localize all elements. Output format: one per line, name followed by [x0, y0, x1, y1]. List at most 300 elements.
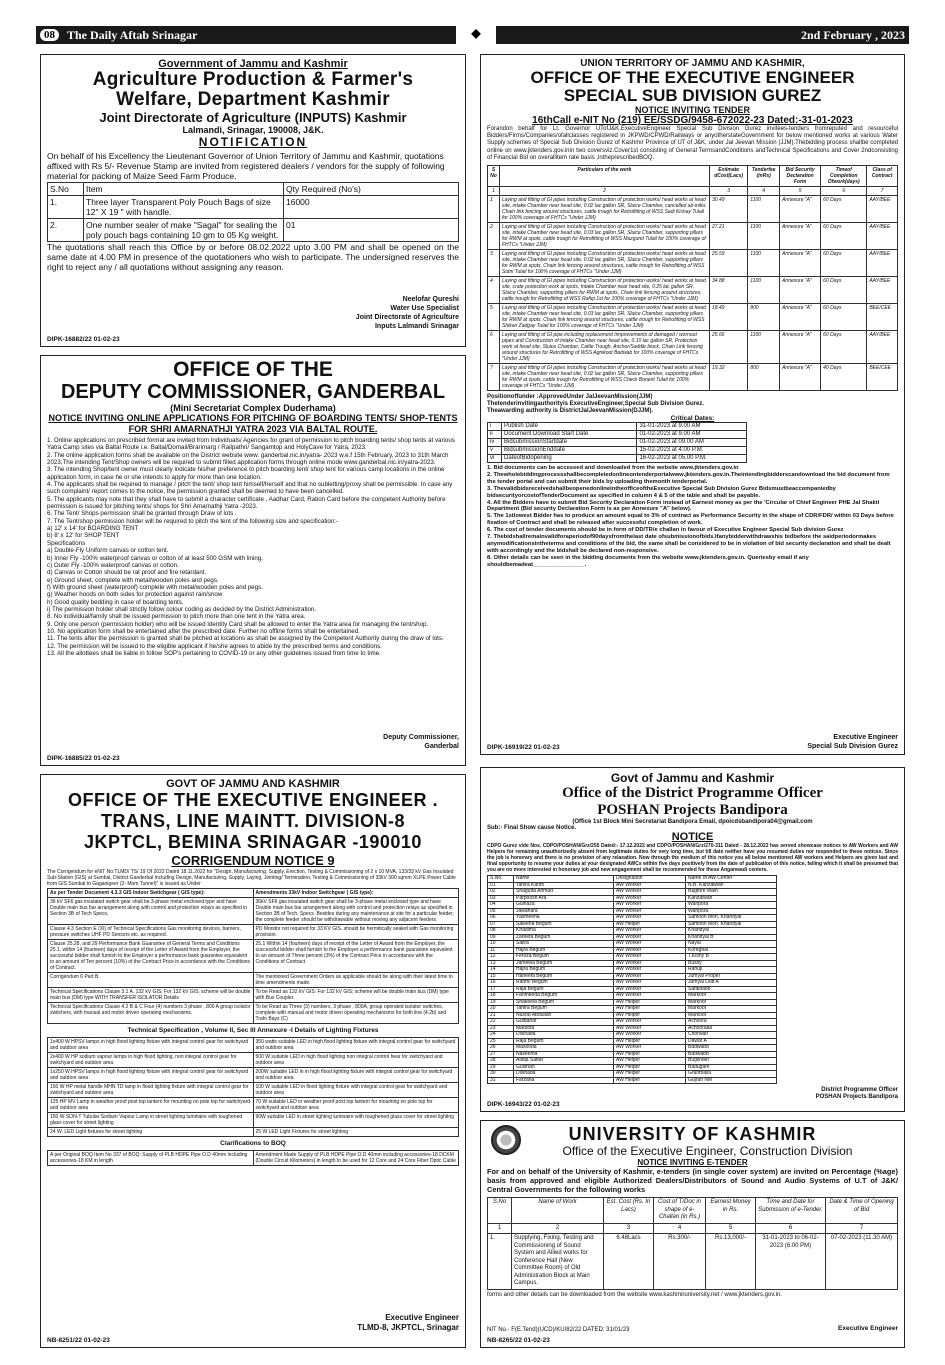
issue-date: 2nd February , 2023: [800, 27, 905, 42]
cell: Badwabb: [686, 1045, 777, 1052]
cell: Samoon Moh. Khandyal: [686, 921, 777, 928]
ad1-th-qty: Qty Required (No's): [284, 183, 459, 196]
cell: 02: [488, 889, 514, 896]
table-row: [48, 1038, 459, 1053]
table-row: [48, 973, 459, 988]
cell: Feroza Begum: [514, 954, 614, 961]
cell: Annexure "A": [780, 364, 821, 391]
cell: BEE/CEE: [867, 304, 898, 331]
cell: Technical Specifications Clause 3.1 A. 132 kV GIS; For 132 kV GIS, scheme will be double main bus (DM) type WITH TRANSFER ISOLATOR Details: [48, 988, 254, 1003]
cell: AW Worker: [614, 934, 686, 941]
table-row: [488, 455, 747, 463]
cell: T.Kishy B: [686, 954, 777, 961]
cell: AW Worker: [614, 960, 686, 967]
cell: The mentioned Government Orders as applicable should be along with their latest time to time amendments made.: [253, 973, 459, 988]
list-item: b) Inner Fly -100% waterproof canvas or cotton of at least 500 GSM with lining.: [47, 554, 263, 562]
th-num: 5: [706, 1223, 756, 1234]
list-item: 10. No application form shall be entertained after the prescribed date. Further no offline forms shall be entertained.: [47, 627, 360, 635]
list-item: 5. The 1stlowest Bidder has to produce an amount equal to 3% of contract as Performance Security in the shape of CDR/FDR/ within 03 Days before fixation of Contract and shall be released after successful completion of work.: [487, 513, 894, 527]
ad3-signature: [357, 1313, 459, 1333]
sig-line: District Programme Officer: [821, 1087, 898, 1093]
th-num: 4: [654, 1223, 706, 1234]
ad3-col2-header: Amendments 33kV Indoor Switchgear ( GIS type):: [253, 889, 459, 898]
table-row: [48, 1003, 459, 1024]
ad3-tech-heading: Technical Specification , Volume II, Sec III Annexure -I Details of Lighting Fixtures: [127, 1027, 379, 1034]
ad4-works-table: [487, 165, 898, 391]
cell: Jawahara: [514, 908, 614, 915]
cell: 24: [488, 1032, 514, 1039]
sig-line: Water Use Specialist: [390, 305, 459, 312]
cell: 60 Days: [821, 196, 867, 223]
ad5-intro: CDPO Gurez vide Nos. CDPO/POSHAN/Grz/255 Dated:- 17.12.2022 and CDPO/POSHAN/Grz/270-311 Dated - 28.12.2022 has served showcase notices to AW Workers and AW Helpers for remaining unauthorizedly absent from legitimate duties for very long time, but till date neither have you resumed duties nor responded to these notices. Since the job is honorary and there is no provision of any relaxation. Now through the medium of this notice you all below mentioned AW workers and Helpers are given last and final opportunity to resume your duties at your designated AWCs within five days positively from the date of publication of this notice, failing which it shall be presumed that you are no more interested in honorary job and new engagement shall be recommended for these Anganwadi centers.: [487, 843, 898, 873]
th-num: 1: [488, 187, 500, 196]
table-row: [488, 447, 747, 455]
cell: Parpoosh Ara: [514, 895, 614, 902]
cell: 31-01-2023 to 06-02-2023 (6.00 PM): [756, 1234, 826, 1290]
th: Name of AW Center: [686, 876, 777, 883]
cell: Chorwan: [686, 1032, 777, 1039]
list-item: 3. The intending Shop/tent owner must clearly indicate his/her preference to pitch boarding tent/ shop tent for various camp locations in the online application form, in case he or she intends to apply for more than one location.: [47, 466, 445, 481]
table-row: [488, 196, 898, 223]
cell: AW Helper: [614, 1012, 686, 1019]
table-row: [488, 331, 898, 364]
cell: Masooda: [514, 1045, 614, 1052]
table-row: [488, 223, 898, 250]
cell: 12: [488, 954, 514, 961]
cell: Grantnalla: [686, 1071, 777, 1078]
paper-name: The Daily Aftab Srinagar: [67, 27, 198, 42]
ad3-nb: NB-8251/22 01-02-23: [47, 1337, 110, 1344]
table-row: [48, 1098, 459, 1113]
cell: 34.88: [710, 277, 748, 304]
cell: Shakeela Begum: [514, 999, 614, 1006]
cell: Wanpora: [686, 902, 777, 909]
cell: 200W suitable LED in in high flood lighting fixture with integral control gear for switchyard and outdoor area: [253, 1068, 459, 1083]
cell: 03: [488, 895, 514, 902]
th-num: 7: [826, 1223, 898, 1234]
cell: Farzana: [514, 1077, 614, 1084]
cell: BidsubmissionStartdate: [502, 439, 637, 447]
cell: A per Original BOQ Item No 337 of BOQ: Supply of PLB HDPE Pipe O.D 40mm including accessories-18 KM in length: [48, 1151, 254, 1166]
sig-line: Inputs Lalmandi Srinagar: [374, 323, 459, 330]
ad4-title1: OFFICE OF THE EXECUTIVE ENGINEER: [530, 68, 855, 87]
cell: AW Helper: [614, 1064, 686, 1071]
cell: Amendment Made Supply of PLB HDPE Pipe O.D 40mm including accessories-18 DCKM (Double Circuit Kilometers) in length to be used for 12 Core and 24 Core Fiber Optic Cable: [253, 1151, 459, 1166]
table-row: [488, 364, 898, 391]
cell: 01-02-2023 at 9.00 AM: [637, 431, 747, 439]
cell: AW Helper: [614, 1077, 686, 1084]
cell: One number sealer of make "Sagal" for sealing the poly pouch bags containing 10 gm to 05 Kg weight.: [84, 219, 284, 242]
cell: PD Monitor not required for 33 KV GIS. should be hermitically sealed with Gas monitoring provision.: [253, 925, 459, 940]
list-item: a) 12' x 14' for BOARDING TENT: [47, 525, 139, 533]
ad2-items: [47, 437, 459, 657]
list-item: 4. The applicants shall be required to manage / pitch the tent/ shop tent himself/herself and that no subletting/proxy shall be permissible. In case any such complaint/ report comes to the notice, the permission granted shall be deemed to have been cancelled.: [47, 481, 453, 496]
cell: AW Helper: [614, 1038, 686, 1045]
cell: Laying and fitting of GI pipes including Construction of protection works/ head works at head site, intake Chamber near head site, 0.02 lac gallon SR, Sluice Chamber, cancelled ab-initio. Chain link fencing around structures, cattle trough for Retrofitting of WSS Sadi Kishay Tulail for 100% coverage of FHTCs "Under JJM): [500, 196, 710, 223]
cell: 1.: [488, 1234, 512, 1290]
cell: 18: [488, 993, 514, 1000]
cell: 36 kV SF6 gas insulated switch gear shall be 3-phase metal enclosed type and have Double main bus bar arrangement along with control and protection relays as specified in Section 3B of Tech Specs,: [48, 898, 254, 925]
cell: 07-02-2023 (11.30 AM): [826, 1234, 898, 1290]
cell: Badwabb: [686, 1051, 777, 1058]
cell: Naseema: [514, 1051, 614, 1058]
cell: 500 W suitable LED in high flood lighting non integral control hear for switchyard and outdoor area: [253, 1053, 459, 1068]
cell: Koregbal: [686, 947, 777, 954]
poshan-notice-ad: [480, 767, 905, 1112]
ad2-title1: OFFICE OF THE: [173, 358, 333, 381]
ad4-tenderer: Thetenderinvitingauthorityis ExecutiveEngineer,Special Sub Division Gurez.: [487, 401, 705, 408]
cell: Jameela Begum: [514, 960, 614, 967]
ad1-table: [47, 182, 459, 242]
cell: 08: [488, 928, 514, 935]
ad1-title1: Agriculture Production & Farmer's: [92, 69, 414, 90]
cell: 350 watts suitable LED in high flood lighting fixture with integral control gear for switchyard and outdoor area: [253, 1038, 459, 1053]
cell: BidsubmissionEnddate: [502, 447, 637, 455]
table-row: [48, 898, 459, 925]
ad4-position: Positionoffunder :ApprovedUnder JalJeevanMission(JJM): [487, 394, 653, 401]
cell: 1100: [748, 331, 780, 364]
th: Earnest Money in Rs.: [706, 1198, 756, 1224]
ad5-dipk: DIPK-16943/22 01-02-23: [487, 1101, 560, 1108]
list-item: g) Weather hoods on both sides for protection against rain/snow: [47, 591, 223, 599]
cell: 14: [488, 967, 514, 974]
kashmir-university-tender-ad: [480, 1120, 905, 1348]
cell: Buglinder: [686, 1058, 777, 1065]
cell: 16: [488, 980, 514, 987]
cell: 2: [488, 223, 500, 250]
cell: N.B. Kanzalwan: [686, 882, 777, 889]
cell: Gulnaza: [514, 902, 614, 909]
cell: Jumyal Proper: [686, 973, 777, 980]
ad3-boq-table: [47, 1150, 459, 1166]
cell: Annexure "A": [780, 250, 821, 277]
sig-line: Executive Engineer: [833, 734, 898, 741]
th: Estimate dCost(Lacs): [710, 166, 748, 187]
cell: Shagufta Ahmad: [514, 889, 614, 896]
cell: AW Helper: [614, 1051, 686, 1058]
cell: AW Worker: [614, 967, 686, 974]
cell: Zareefa Begum: [514, 934, 614, 941]
cell: Laying and fitting of GI pipes including Construction of protection works/ head works at head site, crate protection work at spots, Intake Chamber near head site, 0.25 lac gallon SR, Sluice Chamber, supporting pillars for RWM at spots, Chain link fencing around structures, cattle trough for Retrofitting of WSS Rafiqi 1st for 100% coverage of FHTCs "Under JJM): [500, 277, 710, 304]
sig-line: Special Sub Division Gurez: [807, 743, 898, 750]
cell: Publish Date: [502, 423, 637, 431]
cell: Wanpora: [686, 908, 777, 915]
th-num: 5: [780, 187, 821, 196]
table-row: [48, 988, 459, 1003]
ad3-intro: The Corrigendum for eNIT No:TLMD/ TS/ 19 Of 2022 Dated 18.11.2022 for "Design, Manufacturing, Supply, Erection, Testing & Commissioning of 2 x 10 MVA, 133/33 kV Gas Insulated Sub-Station (GIS) at Sumbal, District Ganderbal Including Design, Manufacturing, Supply, Laying, Jointing/ Termination, Testing & Commissioning of 33kV 300 sqmm XLPE Power Cable from GIS Sumbal to Gaganigeer (2- Mom Tunnel)" is issued as Under: [47, 869, 456, 887]
th: Name: [514, 876, 614, 883]
cell: 31: [488, 1077, 514, 1084]
cell: Supplying, Fixing, Testing and Commissioning of Sound System and Allied works for Conference Hall (New Committee Room) of Old Administration Block at Main Campus.: [512, 1234, 604, 1290]
cell: 23: [488, 1025, 514, 1032]
cell: 40 Days: [821, 364, 867, 391]
list-item: b) 8' x 12' for SHOP TENT: [47, 532, 120, 540]
cell: Nayal: [686, 941, 777, 948]
cell: 19: [488, 999, 514, 1006]
table-row: [48, 1151, 459, 1166]
ad3-govt: GOVT OF JAMMU AND KASHMIR: [166, 778, 340, 790]
cell: 150 W SON-T Tubular Sodium Vapour Lamp in street lighting luminaire with toughened glass cover for street lighting: [48, 1113, 254, 1128]
cell: 25 W LED Light Fixtures for street lighting: [253, 1128, 459, 1137]
cell: Corrigendum 6 Part B.: [48, 973, 254, 988]
ad1-th-item: Item: [84, 183, 284, 196]
cell: 16000: [284, 196, 459, 219]
cell: 60 Days: [821, 277, 867, 304]
th-num: 3: [604, 1223, 654, 1234]
cell: 20: [488, 1006, 514, 1013]
list-item: e) Ground sheet, complete with metal/wooden poles and pegs.: [47, 576, 219, 584]
cell: AAY/BEE: [867, 331, 898, 364]
cell: Annexure "A": [780, 277, 821, 304]
cell: 4: [488, 277, 500, 304]
cell: AW Worker: [614, 1025, 686, 1032]
cell: 11: [488, 947, 514, 954]
cell: AAY/BEE: [867, 223, 898, 250]
cell: AW Helper: [614, 921, 686, 928]
ad2-signature: [383, 733, 459, 751]
cell: AW Helper: [614, 999, 686, 1006]
cell: AW Worker: [614, 895, 686, 902]
list-item: f) With ground sheet (waterproof) complete with metal/wooden poles and pegs.: [47, 583, 263, 591]
cell: Safaidabb: [686, 986, 777, 993]
cell: 16-02-2023 at 05.00 P.M.: [637, 455, 747, 463]
cell: AW Worker: [614, 1032, 686, 1039]
sig-line: Joint Directorate of Agriculture: [355, 314, 459, 321]
cell: Haneefa Begum: [514, 973, 614, 980]
table-row: [488, 423, 747, 431]
table-row: [48, 1113, 459, 1128]
list-item: Specifications: [47, 539, 86, 547]
cell: AW Worker: [614, 908, 686, 915]
cell: AW Worker: [614, 941, 686, 948]
cell: AAY/BEE: [867, 196, 898, 223]
table-row: [48, 196, 459, 219]
table-row: [48, 1128, 459, 1137]
ad5-address: (Office 1st Block Mini Secretariat Bandipora Email, dpoicdsbandipora04@gmail.com: [572, 819, 813, 825]
th: Est. Cost (Rs. In Lacs): [604, 1198, 654, 1224]
ad1-signature: [356, 295, 459, 331]
table-row: [488, 250, 898, 277]
cell: Document Download Start Date: [502, 431, 637, 439]
cell: Annexure "A": [780, 304, 821, 331]
ad4-govt: UNION TERRITORY OF JAMMU AND KASHMIR,: [580, 58, 805, 69]
cell: 25.66: [710, 331, 748, 364]
cell: 15: [488, 973, 514, 980]
cell: Gujran NM: [686, 1077, 777, 1084]
table-row: [488, 1234, 898, 1290]
ad5-govt: Govt of Jammu and Kashmir: [610, 771, 775, 785]
cell: Laying and fitting of GI pipe including replacement /improvements of damaged / wornout pipes and Construction of Intake Chamber near head site, 0.10 lac gallon SR, Protection work at head site, Sluice Chamber, Cattle Trough, Anchor/Saddle block, Chain Link fencing around structures for Retrofitting of WSS Agnikoot Badwab for 100% coverage of FHTCs "Under JJM): [500, 331, 710, 364]
sig-line: Executive Engineer: [385, 1313, 459, 1322]
th: S.No.: [488, 876, 514, 883]
th-num: 6: [756, 1223, 826, 1234]
list-item: 6. The cost of tender documents should be in form of DD/TR/e challan in favour of Executive Engineer Special Sub division Gurez: [487, 527, 844, 534]
ad4-awarder: Theawarding authority is DistrictJalJeevanMission(DJJM).: [487, 408, 654, 415]
list-item: a) Double-Fly Uniform canvas or cotton tent.: [47, 547, 169, 555]
ad2-dipk: DIPK-16885/22 01-02-23: [47, 755, 120, 762]
table-row: [488, 439, 747, 447]
ad6-nb: NB-8265/22 01-02-23: [487, 1337, 550, 1344]
ad6-forms: forms and other details can be downloaded from the website www.kashmiruniversity.net / www.jktenders.gov.in.: [487, 1291, 782, 1298]
cell: 36kV SF6 gas insulated switch gear shall be 3-phase metal enclosed type and have Double main bus bar arrangement along with control and protection relays as specified in Section 3B of Tech. Specs. Besides during any maintenance at site for a particular feeder, the complete feeder should be withdrawable without moving any adjacent feeders.: [253, 898, 459, 925]
cell: AW Worker: [614, 889, 686, 896]
ad1-title3: Joint Directorate of Agriculture (INPUTS) Kashmir: [99, 110, 407, 125]
ad1-govt: Government of Jammu and Kashmir: [158, 58, 348, 70]
sig-line: Deputy Commissioner,: [383, 734, 459, 741]
cell: 27: [488, 1051, 514, 1058]
th: Date & Time of Opening of Bid: [826, 1198, 898, 1224]
cell: Saleena Begum: [514, 921, 614, 928]
cell: 1100: [748, 277, 780, 304]
cell: Three layer Transparent Poly Pouch Bags of size 12" X 19 " with handle.: [84, 196, 284, 219]
list-item: h) Good quality bedding in case of boarding tents.: [47, 598, 184, 606]
cell: 800: [748, 304, 780, 331]
cell: 24 W: LED Light fixtures for street lighting: [48, 1128, 254, 1137]
cell: Achooraaa: [686, 1025, 777, 1032]
cell: To be Read as 132 kV GIS: For 132 kV GIS; scheme will be double main bus (DM) type with Bus Coupler.: [253, 988, 459, 1003]
table-row: [48, 1053, 459, 1068]
ad4-signature: [807, 733, 898, 751]
cell: AW Worker: [614, 915, 686, 922]
cell: v: [488, 447, 502, 455]
cell: Badugam: [686, 1064, 777, 1071]
cell: 05: [488, 908, 514, 915]
cell: Markoot: [686, 993, 777, 1000]
cell: Raja Begum: [514, 1038, 614, 1045]
cell: 15-02-2023 at 4:00 P.M.: [637, 447, 747, 455]
th: Class of Contract: [867, 166, 898, 187]
cell: Annexure "A": [780, 331, 821, 364]
cell: 26: [488, 1045, 514, 1052]
table-row: [48, 1068, 459, 1083]
sig-line: POSHAN Projects Bandipora: [815, 1094, 898, 1100]
th-num: 7: [867, 187, 898, 196]
cell: AW Worker: [614, 1045, 686, 1052]
list-item: 1. Bid documents can be accessed and downloaded from the website www.jktenders.gov.in: [487, 465, 739, 472]
cell: Achoora: [686, 1019, 777, 1026]
ad1-closing: The quotations shall reach this Office by or before 08.02.2022 upto 3.00 PM and shall be opened on the same date at 4.00 PM in presence of the quotationers who wish to participate. The undersigned reserves the right to reject any / all quotations without assigning any reason.: [47, 242, 459, 272]
cell: Tahira Karim: [514, 882, 614, 889]
cell: 100 W suitable LED in flood lighting fixture with integral control gear for switchyard and outdoor area: [253, 1083, 459, 1098]
ad4-dipk: DIPK-16919/22 01-02-23: [487, 744, 560, 751]
cell: Laying and fitting of GI pipes including Construction of protection works/ head works at head site, intake Chamber near head site, 0.02 lac gallon SR, Sluice Chamber, supporting pillars for RWM at spots, Chain link fencing around structures, cattle trough for Retrofitting of WSS Sotni Tulail for 100% coverage of FHTCs "Under JJM): [500, 250, 710, 277]
newspaper-header: [36, 26, 909, 44]
cell: Markoot: [686, 1012, 777, 1019]
table-row: [48, 925, 459, 940]
cell: Nusrat Abdullah: [514, 1012, 614, 1019]
ad5-signature: [816, 1087, 898, 1101]
cell: AW Worker: [614, 1019, 686, 1026]
cell: 25.59: [710, 250, 748, 277]
cell: 13: [488, 960, 514, 967]
cell: 30.49: [710, 196, 748, 223]
cell: Annexure "A": [780, 196, 821, 223]
cell: 1x400 W HPSV lamps in high flood lighting fixture with integral control gear for switchyard and outdoor area: [48, 1038, 254, 1053]
cell: AAY/BEE: [867, 250, 898, 277]
ad6-signature: Executive Engineer: [838, 1325, 898, 1332]
cell: 7: [488, 364, 500, 391]
list-item: 6. The Tent/ Shops permission shall be granted through Draw of lots .: [47, 510, 237, 518]
cell: Atiiqa Sattar: [514, 1058, 614, 1065]
list-item: i) The permission holder shall strictly follow colour coding as decided by the District Administration.: [47, 605, 317, 613]
cell: Rs.13,000/-: [706, 1234, 756, 1290]
cell: Khandyal B: [686, 934, 777, 941]
cell: Hajra Begum: [514, 967, 614, 974]
table-row: [488, 304, 898, 331]
list-item: 5. The applicants may note that they shall have to submit a character certificate , Aadhar Card, Ration Card before the competent Authority before permission is issued for pitching tents/ shops for Shri Amarnathji Yatra -2023.: [47, 495, 446, 511]
cell: Khandyal: [686, 928, 777, 935]
th-num: 1: [488, 1223, 512, 1234]
th: Tenderfee (inRs): [748, 166, 780, 187]
ad5-notice: NOTICE: [671, 831, 714, 843]
cell: Dilshada: [514, 1032, 614, 1039]
cell: 21: [488, 1012, 514, 1019]
ad3-amend-table: [47, 888, 459, 1024]
cell: 125 HP MV Lamp in weather proof post top lantern for mounting on pole top for switchyard and outdoor area: [48, 1098, 254, 1113]
list-item: 8. No individual/family shall be issued permission to pitch more than one tent in the Yatra area.: [47, 613, 306, 621]
cell: Gulshan: [514, 1064, 614, 1071]
ad1-title2: Welfare, Department Kashmir: [116, 89, 390, 110]
table-row: [488, 431, 747, 439]
cell: AW Helper: [614, 1058, 686, 1065]
cell: AW Worker: [614, 954, 686, 961]
ad4-title2: SPECIAL SUB DIVISION GUREZ: [563, 86, 822, 105]
list-item: 3. ThevalidbidsreceivedshallbeopenedonlineintheofficeoftheExecutive Special Sub Division Gurez Bidsmustbeaccompaniedby bidsecurityorcostofTenderDocument as specified in column 4 & 5 of the table and shall be payable.: [487, 485, 836, 499]
cell: Yasmeena: [514, 915, 614, 922]
cell: 27.21: [710, 223, 748, 250]
cell: 01: [488, 882, 514, 889]
list-item: 11. The tents after the permission is granted shall be pitched at locations as shall be assigned by the Competent Authority during the draw of lots.: [47, 635, 444, 643]
cell: 1100: [748, 250, 780, 277]
table-row: [48, 219, 459, 242]
university-logo-icon: [491, 1125, 521, 1155]
page-number: 08: [40, 29, 59, 41]
cell: 150 W HP metal handle MHN TD lamp in flood lighting fixture with integral control gear for switchyard and outdoor area: [48, 1083, 254, 1098]
ad4-terms: [487, 465, 898, 569]
ad6-title2: Office of the Executive Engineer, Construction Division: [562, 1144, 853, 1158]
cell: AW Helper: [614, 1006, 686, 1013]
th: Bid Security Declaration Form: [780, 166, 821, 187]
cell: 01: [284, 219, 459, 242]
table-row: [488, 1077, 777, 1084]
cell: 09: [488, 934, 514, 941]
cell: vi: [488, 455, 502, 463]
list-item: d) Canvas or Cotton should be rat proof and fire retardant.: [47, 569, 207, 577]
cell: 04: [488, 902, 514, 909]
cell: 01-02-2023 at 09.00 AM: [637, 439, 747, 447]
ad4-intro: Forandon behalf for Lt. Governor UTofJ&K,ExecutiveEngineer Special Sub Division Gurez invitees-tenders fromreputed and resourceful Bidders/Firms/Companies/ofallclasses registered in JKPWD/CPWD/Railways or anyotherstateGovernment for below mentioned works at various Water Supply schemes of Special Sub Division Gurez of Kashmir Province of UT of J&K, under Jal Jeevan Mission (JJM).Thebidding process shallbe completed online on www.jktenders.gov.inin two coversviz.Cover1st consisting of General TermsandConditions andTechnical Specifications and Cover 2ndconsisting of Financial Bid on overallitem rate basis ,intheprescribedBOQ.: [487, 126, 898, 161]
ad5-table: [487, 875, 777, 1084]
ad6-notice: NOTICE INVITING E-TENDER: [637, 1158, 748, 1167]
table-row: [48, 1083, 459, 1098]
cell: Rs.300/-: [654, 1234, 706, 1290]
cell: 30: [488, 1071, 514, 1078]
cell: Rahmi Begum: [514, 980, 614, 987]
ad6-table: [487, 1197, 898, 1290]
sig-line: Neelofar Qureshi: [402, 296, 459, 303]
cell: 2x400 W HP sodium vapour lamps in high flood lighting, non integral control gear for switchyard and outdoor area: [48, 1053, 254, 1068]
list-item: c) Outer Fly -100% waterproof canvas or cotton.: [47, 561, 179, 569]
cell: Khadima: [514, 928, 614, 935]
cell: Salira: [514, 941, 614, 948]
ad3-title2: TRANS, LINE MAINTT. DIVISION-8: [100, 811, 405, 831]
cell: Bagtore Main: [686, 889, 777, 896]
th-num: 6: [821, 187, 867, 196]
ad2-notice: NOTICE INVITING ONLINE APPLICATIONS FOR PITCHING OF BOARDING TENTS/ SHOP-TENTS FOR SHRI AMARNATHJI YATRA 2023 VIA BALTAL ROUTE.: [48, 413, 458, 434]
th-num: 2: [500, 187, 710, 196]
ad3-title3: JKPTCL, BEMINA SRINAGAR -190010: [84, 832, 422, 852]
cell: AW Worker: [614, 902, 686, 909]
